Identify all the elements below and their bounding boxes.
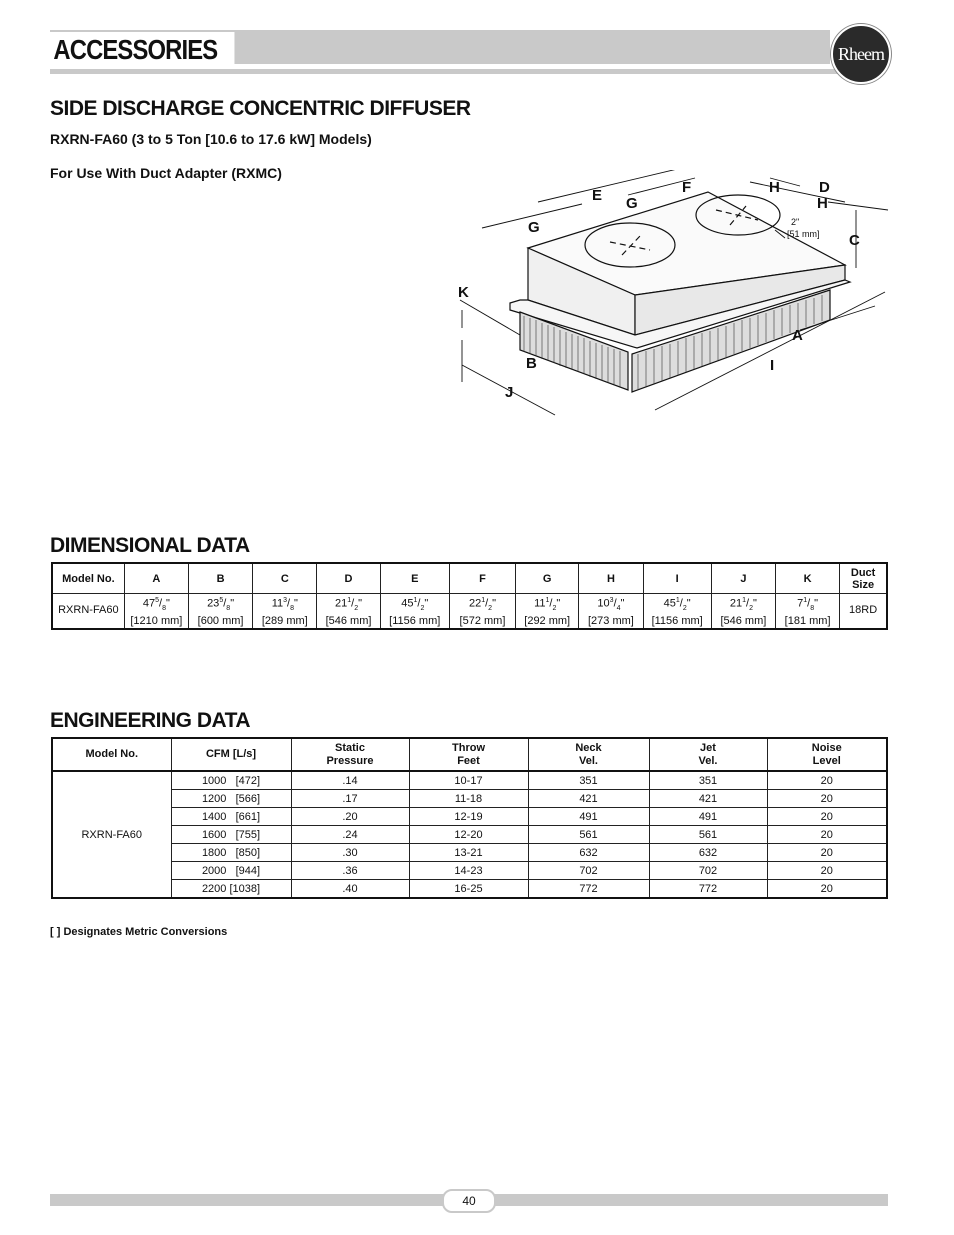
dim-value-cell: $10^3/_4$" [273 mm] [579, 594, 643, 629]
eng-value-cell: 421 [649, 790, 767, 808]
eng-value-cell: 1000 [472] [171, 771, 291, 790]
eng-header-cell: Jet Vel. [649, 738, 767, 771]
eng-value-cell: 491 [649, 808, 767, 826]
eng-value-cell: .14 [291, 771, 409, 790]
eng-row [52, 844, 887, 862]
eng-value-cell: 632 [649, 844, 767, 862]
diagram-label-5: H [817, 195, 828, 212]
eng-value-cell: 351 [528, 771, 649, 790]
eng-value-cell: .24 [291, 826, 409, 844]
eng-value-cell: 561 [649, 826, 767, 844]
eng-value-cell: 772 [528, 880, 649, 899]
diagram-label-10: B [526, 355, 537, 372]
dim-value-cell: $22^1/_2$" [572 mm] [449, 594, 515, 629]
eng-value-cell: 2000 [944] [171, 862, 291, 880]
eng-value-cell: 20 [767, 771, 887, 790]
dim-header-cell: Model No. [52, 563, 124, 594]
eng-value-cell: 491 [528, 808, 649, 826]
diagram-label-0: E [592, 187, 603, 204]
dim-header-cell: K [775, 563, 839, 594]
eng-value-cell: 13-21 [409, 844, 528, 862]
eng-value-cell: 702 [528, 862, 649, 880]
dim-header-cell: J [711, 563, 775, 594]
header-title: ACCESSORIES [50, 32, 234, 68]
diffuser-title: SIDE DISCHARGE CONCENTRIC DIFFUSER [50, 97, 471, 120]
diagram-label-12: J [505, 384, 514, 401]
dim-header-cell: A [124, 563, 188, 594]
dim-value-cell: $21^1/_2$" [546 mm] [317, 594, 380, 629]
eng-model-cell: RXRN-FA60 [52, 771, 171, 898]
dim-header-cell: E [380, 563, 449, 594]
engineering-table [51, 737, 888, 899]
page-number: 40 [442, 1189, 496, 1213]
diagram-label-2: F [682, 179, 692, 196]
eng-row [52, 808, 887, 826]
diagram-label-6: G [528, 219, 540, 236]
eng-header-cell: CFM [L/s] [171, 738, 291, 771]
eng-value-cell: 632 [528, 844, 649, 862]
eng-value-cell: 10-17 [409, 771, 528, 790]
eng-value-cell: 20 [767, 844, 887, 862]
metric-footnote: [ ] Designates Metric Conversions [50, 926, 228, 938]
eng-header-cell: Static Pressure [291, 738, 409, 771]
dim-value-cell: $7^1/_8$" [181 mm] [775, 594, 839, 629]
dim-header-cell: Duct Size [840, 563, 887, 594]
eng-value-cell: 20 [767, 808, 887, 826]
eng-value-cell: 20 [767, 826, 887, 844]
dimensional-data-row [52, 594, 887, 629]
usage-note: For Use With Duct Adapter (RXMC) [50, 165, 282, 181]
eng-value-cell: .20 [291, 808, 409, 826]
dim-header-cell: F [449, 563, 515, 594]
dimensional-title: DIMENSIONAL DATA [50, 534, 250, 557]
page-header [50, 30, 888, 75]
rheem-logo: Rheem [831, 24, 891, 84]
eng-row [52, 862, 887, 880]
eng-header-cell: Noise Level [767, 738, 887, 771]
dim-value-cell: $21^1/_2$" [546 mm] [711, 594, 775, 629]
dim-value-cell: $11^3/_8$" [289 mm] [253, 594, 317, 629]
eng-row [52, 826, 887, 844]
dimensional-table [51, 562, 888, 630]
eng-value-cell: 14-23 [409, 862, 528, 880]
diagram-label-8: K [458, 284, 469, 301]
header-rule [50, 69, 840, 74]
eng-value-cell: 11-18 [409, 790, 528, 808]
dim-model-cell: RXRN-FA60 [52, 594, 124, 629]
dim-note-in: 2" [791, 217, 800, 227]
eng-value-cell: 16-25 [409, 880, 528, 899]
dimensional-header-row [52, 563, 887, 594]
diagram-label-3: H [769, 179, 780, 196]
eng-value-cell: 421 [528, 790, 649, 808]
eng-value-cell: 561 [528, 826, 649, 844]
eng-row [52, 880, 887, 899]
eng-header-cell: Neck Vel. [528, 738, 649, 771]
eng-value-cell: .30 [291, 844, 409, 862]
diffuser-diagram [440, 170, 900, 440]
dim-header-cell: D [317, 563, 380, 594]
eng-value-cell: 702 [649, 862, 767, 880]
dim-value-cell: $45^1/_2$" [1156 mm] [643, 594, 711, 629]
diagram-label-7: C [849, 232, 860, 249]
eng-value-cell: 772 [649, 880, 767, 899]
eng-value-cell: 12-19 [409, 808, 528, 826]
eng-row [52, 790, 887, 808]
eng-value-cell: .17 [291, 790, 409, 808]
engineering-header-row [52, 738, 887, 771]
dim-value-cell: $47^5/_8$" [1210 mm] [124, 594, 188, 629]
eng-value-cell: 1200 [566] [171, 790, 291, 808]
diagram-label-11: I [770, 357, 775, 374]
model-subtitle: RXRN-FA60 (3 to 5 Ton [10.6 to 17.6 kW] Models) [50, 131, 372, 147]
dim-header-cell: H [579, 563, 643, 594]
eng-value-cell: 20 [767, 790, 887, 808]
eng-value-cell: .40 [291, 880, 409, 899]
eng-value-cell: 1600 [755] [171, 826, 291, 844]
dim-value-cell: $11^1/_2$" [292 mm] [516, 594, 579, 629]
diagram-label-4: D [819, 179, 830, 196]
dim-header-cell: B [188, 563, 252, 594]
dim-header-cell: C [253, 563, 317, 594]
dim-header-cell: G [516, 563, 579, 594]
eng-value-cell: .36 [291, 862, 409, 880]
engineering-title: ENGINEERING DATA [50, 709, 251, 732]
eng-row [52, 771, 887, 790]
eng-value-cell: 1800 [850] [171, 844, 291, 862]
eng-value-cell: 1400 [661] [171, 808, 291, 826]
eng-header-cell: Throw Feet [409, 738, 528, 771]
eng-value-cell: 12-20 [409, 826, 528, 844]
diagram-label-9: A [792, 327, 803, 344]
dim-note-mm: [51 mm] [787, 229, 820, 239]
eng-value-cell: 351 [649, 771, 767, 790]
dim-header-cell: I [643, 563, 711, 594]
eng-value-cell: 20 [767, 880, 887, 899]
diagram-label-1: G [626, 195, 638, 212]
eng-header-cell: Model No. [52, 738, 171, 771]
dim-value-cell: $45^1/_2$" [1156 mm] [380, 594, 449, 629]
eng-value-cell: 2200 [1038] [171, 880, 291, 899]
dim-value-cell: $23^5/_8$" [600 mm] [188, 594, 252, 629]
eng-value-cell: 20 [767, 862, 887, 880]
dim-duct-size-cell: 18RD [840, 594, 887, 629]
